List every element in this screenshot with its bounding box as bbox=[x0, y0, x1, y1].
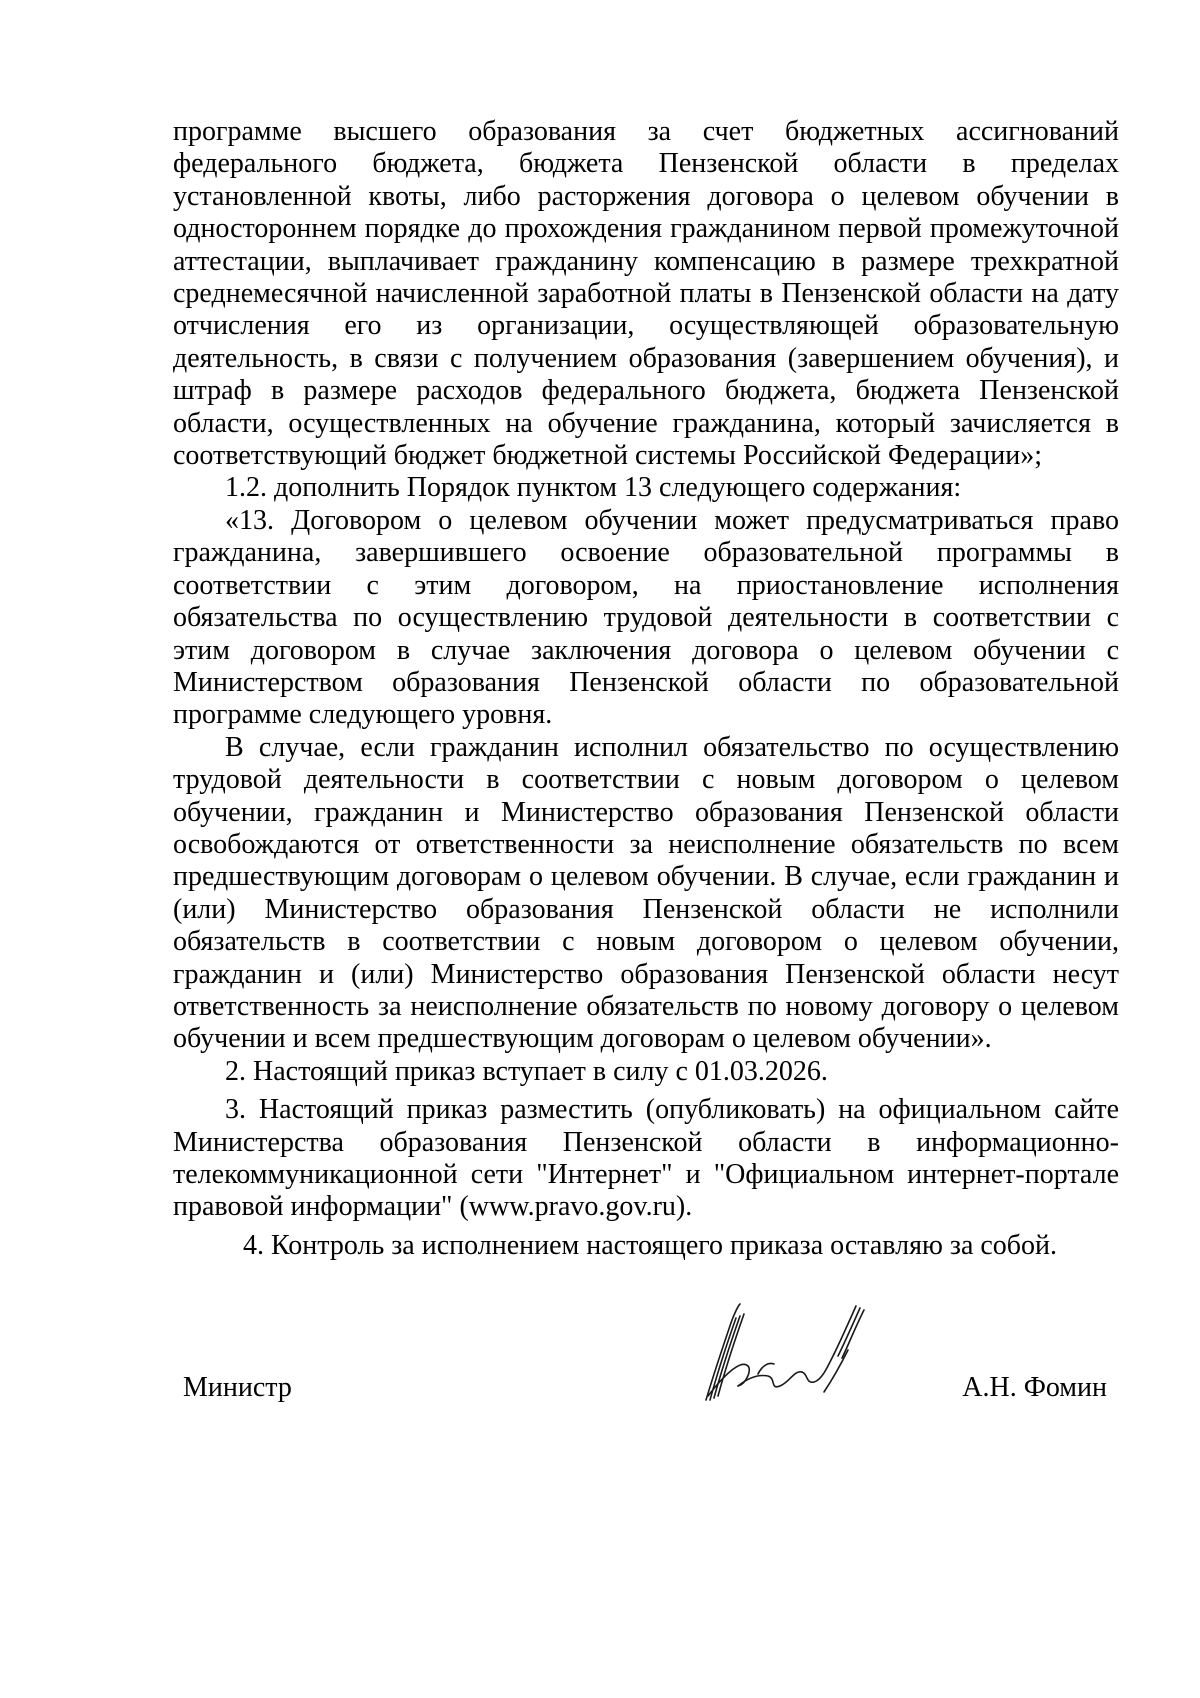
signature-block bbox=[173, 1300, 1119, 1450]
paragraph-item-13: «13. Договором о целевом обучении может предусматриваться право гражданина, завершившего освоение образовательной программы в соответствии с этим договором, на приостановление исполнения обязательства по осуществлению трудовой деятельности в соответствии с этим договором в случае заключения договора о целевом обучении с Министерством образования Пензенской области по образовательной программе следующего уровня. bbox=[173, 504, 1119, 731]
paragraph-item-3: 3. Настоящий приказ разместить (опубликовать) на официальном сайте Министерства образования Пензенской области в информационно-телекоммуникационной сети "Интернет" и "Официальном интернет-портале правовой информации" (www.pravo.gov.ru). bbox=[173, 1094, 1119, 1223]
paragraph-continuation: программе высшего образования за счет бюджетных ассигнований федерального бюджета, бюджета Пензенской области в пределах установленной квоты, либо расторжения договора о целевом обучении в одностороннем порядке до прохождения гражданином первой промежуточной аттестации, выплачивает гражданину компенсацию в размере трехкратной среднемесячной начисленной заработной платы в Пензенской области на дату отчисления его из организации, осуществляющей образовательную деятельность, в связи с получением образования (завершением обучения), и штраф в размере расходов федерального бюджета, бюджета Пензенской области, осуществленных на обучение гражданина, который зачисляется в соответствующий бюджет бюджетной системы Российской Федерации»; bbox=[173, 116, 1119, 472]
signer-name: А.Н. Фомин bbox=[962, 1372, 1107, 1403]
signer-position: Министр bbox=[183, 1372, 292, 1403]
document-body bbox=[173, 116, 1119, 1262]
paragraph-item-4: 4. Контроль за исполнением настоящего приказа оставляю за собой. bbox=[243, 1229, 1058, 1261]
paragraph-item-2: 2. Настоящий приказ вступает в силу с 01.03.2026. bbox=[225, 1055, 828, 1087]
paragraph-item-13-cont: В случае, если гражданин исполнил обязательство по осуществлению трудовой деятельности в соответствии с новым договором о целевом обучении, гражданин и Министерство образования Пензенской области освобождаются от ответственности за неисполнение обязательств по всем предшествующим договорам о целевом обучении. В случае, если гражданин и (или) Министерство образования Пензенской области не исполнили обязательств в соответствии с новым договором о целевом обучении, гражданин и (или) Министерство образования Пензенской области несут ответственность за неисполнение обязательств по новому договору о целевом обучении и всем предшествующим договорам о целевом обучении». bbox=[173, 731, 1119, 1055]
paragraph-item-1-2: 1.2. дополнить Порядок пунктом 13 следующего содержания: bbox=[225, 472, 962, 504]
handwritten-signature bbox=[698, 1300, 873, 1410]
